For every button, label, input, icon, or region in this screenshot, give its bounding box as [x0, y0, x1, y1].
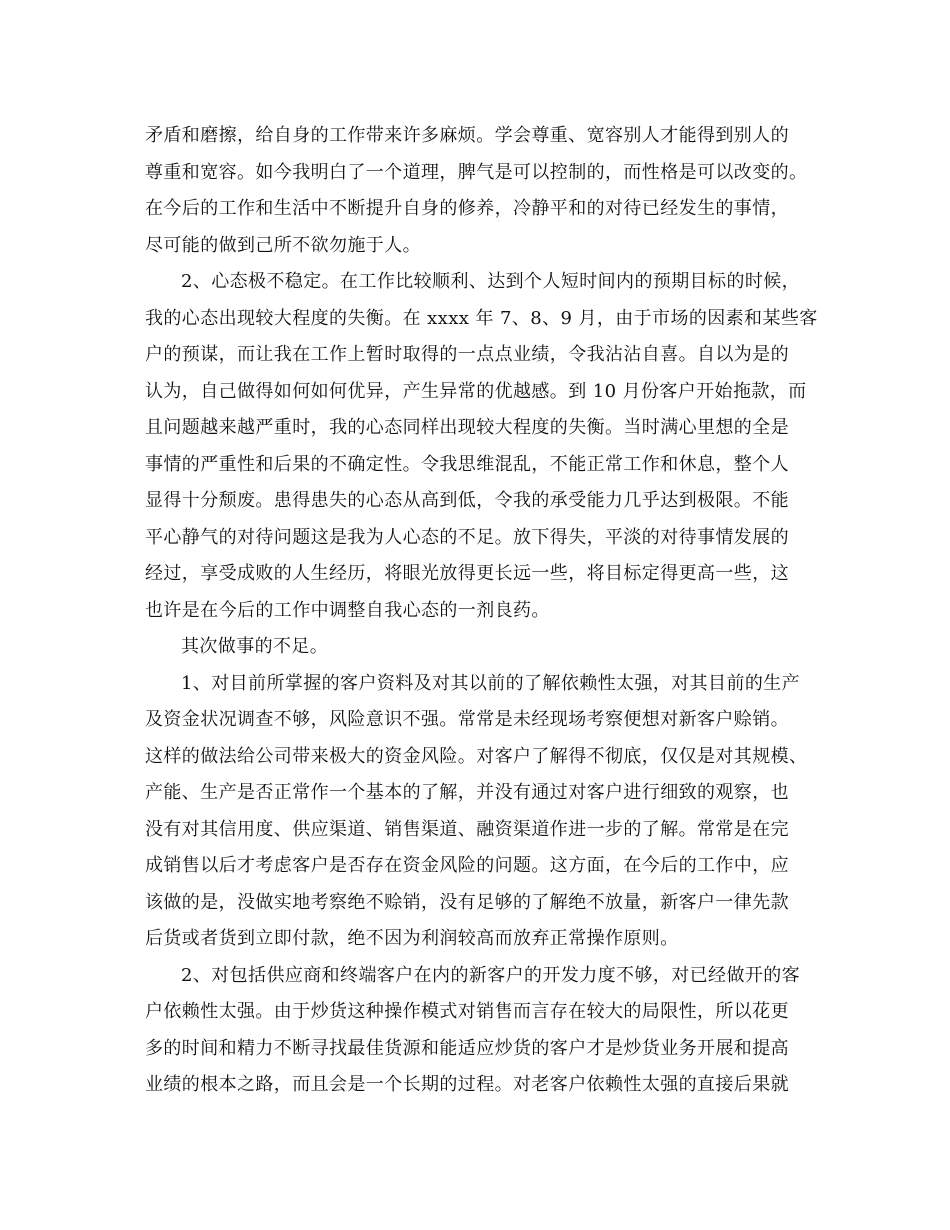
text-line: 显得十分颓废。患得患失的心态从高到低，令我的承受能力几乎达到极限。不能 [145, 490, 789, 511]
text-line: 这样的做法给公司带来极大的资金风险。对客户了解得不彻底，仅仅是对其规模、 [145, 745, 808, 767]
section-heading-line: 其次做事的不足。 [181, 636, 329, 657]
text-line: 矛盾和磨擦，给自身的工作带来许多麻烦。学会尊重、宽容别人才能得到别人的 [145, 125, 789, 146]
text-line: 产能、生产是否正常作一个基本的了解，并没有通过对客户进行细致的观察，也 [145, 782, 789, 803]
paragraph-start-line: 1、对目前所掌握的客户资料及对其以前的了解依赖性太强，对其目前的生产 [181, 672, 801, 694]
text-line: 认为，自己做得如何如何优异，产生异常的优越感。到 10 月份客户开始拖款，而 [145, 380, 807, 402]
text-line: 及资金状况调查不够，风险意识不强。常常是未经现场考察便想对新客户赊销。 [145, 709, 789, 730]
text-line: 该做的是，没做实地考察绝不赊销，没有足够的了解绝不放量，新客户一律先款 [145, 891, 789, 913]
text-line: 户的预谋，而让我在工作上暂时取得的一点点业绩，令我沾沾自喜。自以为是的 [145, 344, 789, 365]
text-line: 经过，享受成败的人生经历，将眼光放得更长远一些，将目标定得更高一些，这 [145, 563, 789, 584]
text-line: 且问题越来越严重时，我的心态同样出现较大程度的失衡。当时满心里想的全是 [145, 417, 789, 438]
text-line: 我的心态出现较大程度的失衡。在 xxxx 年 7、8、9 月，由于市场的因素和某些客 [145, 307, 818, 329]
text-line: 平心静气的对待问题这是我为人心态的不足。放下得失，平淡的对待事情发展的 [145, 526, 789, 548]
text-line: 事情的严重性和后果的不确定性。令我思维混乱，不能正常工作和休息，整个人 [145, 453, 789, 475]
text-line: 户依赖性太强。由于炒货这种操作模式对销售而言存在较大的局限性，所以花更 [145, 1001, 789, 1022]
text-line: 也许是在今后的工作中调整自我心态的一剂良药。 [145, 599, 550, 621]
text-line: 尊重和宽容。如今我明白了一个道理，脾气是可以控制的，而性格是可以改变的。 [145, 161, 808, 183]
text-line: 后货或者货到立即付款，绝不因为利润较高而放弃正常操作原则。 [145, 928, 679, 949]
text-line: 业绩的根本之路，而且会是一个长期的过程。对老客户依赖性太强的直接后果就 [145, 1074, 789, 1095]
paragraph-start-line: 2、对包括供应商和终端客户在内的新客户的开发力度不够，对已经做开的客 [181, 964, 801, 986]
text-line: 多的时间和精力不断寻找最佳货源和能适应炒货的客户才是炒货业务开展和提高 [145, 1037, 789, 1059]
body-text [145, 118, 818, 1104]
paragraph-start-line: 2、心态极不稳定。在工作比较顺利、达到个人短时间内的预期目标的时候， [181, 271, 801, 292]
text-line: 在今后的工作和生活中不断提升自身的修养，冷静平和的对待已经发生的事情， [145, 198, 789, 219]
text-line: 尽可能的做到己所不欲勿施于人。 [145, 234, 421, 256]
text-line: 成销售以后才考虑客户是否存在资金风险的问题。这方面，在今后的工作中，应 [145, 855, 789, 876]
text-line: 没有对其信用度、供应渠道、销售渠道、融资渠道作进一步的了解。常常是在完 [145, 818, 789, 840]
